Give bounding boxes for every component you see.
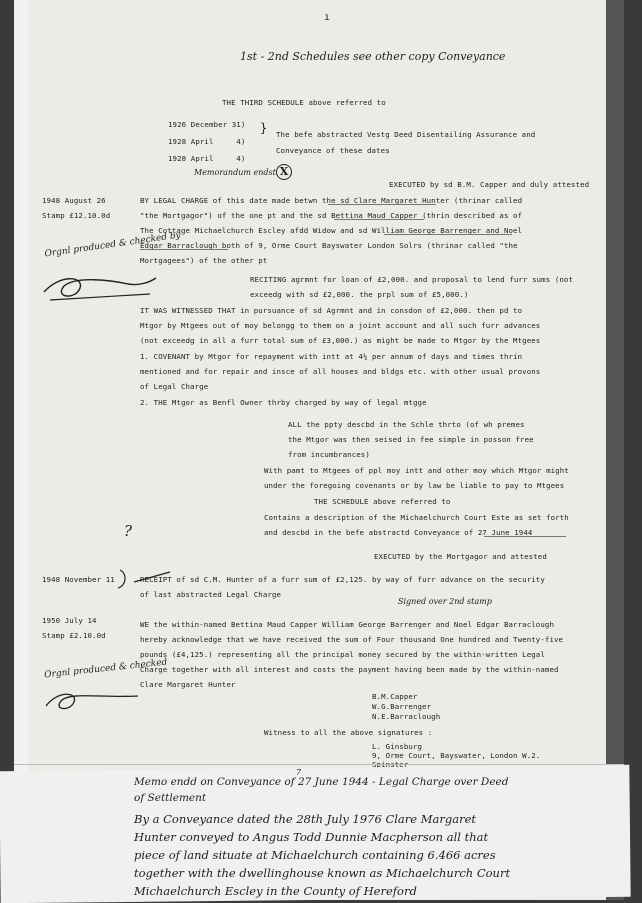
margin-handwritten-2: Orgnl produced & checked xyxy=(43,657,168,681)
handwritten-note-line: piece of land situate at Michaelchurch containing 6.466 acres xyxy=(134,848,496,862)
handwritten-note-line: By a Conveyance dated the 28th July 1976 Clare Margaret xyxy=(134,812,477,826)
date-row: 1926 December 31) xyxy=(168,120,246,129)
initials-scribble-1 xyxy=(40,270,158,304)
witness-line: Witness to all the above signatures : xyxy=(264,728,433,737)
page-left-edge xyxy=(14,0,28,900)
reciting-line-2: exceedg with sd £2,000. the prpl sum of £5,000.) xyxy=(250,290,469,299)
para-line: mentioned and for repair and insce of all houses and bldgs etc. with other usual provons xyxy=(140,367,541,376)
para-line: Mtgor by Mtgees out of moy belongg to them on a joint account and all such furr advances xyxy=(140,321,541,330)
margin-date-1948-aug: 1948 August 26 xyxy=(42,196,106,205)
dates-description-2: Conveyance of these dates xyxy=(276,146,390,155)
para-2-line: 2. THE Mtgor as Benfl Owner thrby charged by way of legal mtgge xyxy=(140,398,427,407)
para-line: "the Mortgagor") of the one pt and the sd Bettina Maud Capper (thrin described as of xyxy=(140,211,523,220)
signatory: W.G.Barrenger xyxy=(372,702,432,711)
para-line: ALL the ppty descbd in the Schle thrto (of wh premes xyxy=(288,420,525,429)
with-line-1: With pamt to Mtgees of ppl moy intt and other moy which Mtgor might xyxy=(264,466,569,475)
contains-line-1: Contains a description of the Michaelchurch Court Este as set forth xyxy=(264,513,569,522)
date-row: 1928 April 4) xyxy=(168,154,246,163)
signed-stamp-note: Signed over 2nd stamp xyxy=(398,597,492,606)
handwritten-note-line: Memo endd on Conveyance of 27 June 1944 - Legal Charge over Deed xyxy=(134,776,509,788)
margin-date-1950: 1950 July 14 xyxy=(42,616,97,625)
para-line: 1. COVENANT by Mtgor for repayment with intt at 4½ per annum of days and times thrin xyxy=(140,352,523,361)
para-line: (not exceedg in all a furr total sum of £3,000.) as might be made to Mtgor by the Mtgees xyxy=(140,336,541,345)
para-line: Mortgagees") of the other pt xyxy=(140,256,268,265)
handwritten-note-line: Michaelchurch Escley in the County of Hereford xyxy=(134,884,417,898)
memo-circle-mark: X xyxy=(276,164,292,180)
date-row: 1928 April 4) xyxy=(168,137,246,146)
para-line: IT WAS WITNESSED THAT in pursuance of sd Agrmnt and in consdon of £2,000. then pd to xyxy=(140,306,523,315)
para-line: of Legal Charge xyxy=(140,382,209,391)
para-line: WE the within-named Bettina Maud Capper William George Barrenger and Noel Edgar Barraclough xyxy=(140,620,555,629)
witness-address: 9, Orme Court, Bayswater, London W.2. xyxy=(372,751,541,760)
with-line-2: under the foregoing covenants or by law be liable to pay to Mtgees xyxy=(264,481,565,490)
schedule-line: THE SCHEDULE above referred to xyxy=(314,497,451,506)
para-line: The Cottage Michaelchurch Escley afdd Widow and sd William George Barrenger and Noel xyxy=(140,226,523,235)
witness-name: L. Ginsburg xyxy=(372,742,423,751)
signatory: N.E.Barraclough xyxy=(372,712,441,721)
dates-description-1: The befe abstracted Vestg Deed Disentailing Assurance and xyxy=(276,130,536,139)
page-mark: 7 xyxy=(296,768,302,777)
underline xyxy=(384,234,512,235)
initials-scribble-2 xyxy=(42,686,142,714)
para-line: hereby acknowledge that we have received the sum of Four thousand One hundred and Twenty-five xyxy=(140,635,564,644)
para-line: BY LEGAL CHARGE of this date made betwn the sd Clare Margaret Hunter (thrinar called xyxy=(140,196,523,205)
underline xyxy=(328,204,436,205)
underline xyxy=(334,219,424,220)
para-line: from incumbrances) xyxy=(288,450,370,459)
memo-margin-note: Memorandum endst xyxy=(194,168,276,177)
page-mark-top: ı xyxy=(324,12,331,23)
margin-handwritten-1: Orgnl produced & checked by xyxy=(43,230,182,260)
underline xyxy=(484,536,566,537)
reciting-line-1: RECITING agrmnt for loan of £2,000. and proposal to lend furr sums (not xyxy=(250,275,574,284)
para-line: Edgar Barraclough both of 9, Orme Court Bayswater London Solrs (thrinar called "the xyxy=(140,241,518,250)
margin-stamp-1950: Stamp £2.10.0d xyxy=(42,631,106,640)
para-line: Clare Margaret Hunter xyxy=(140,680,236,689)
handwritten-note-line: of Settlement xyxy=(134,792,207,804)
executed-line-2: EXECUTED by the Mortgagor and attested xyxy=(374,552,547,561)
para-line: Charge together with all interest and costs the payment having been made by the within-named xyxy=(140,665,559,674)
margin-stamp-1948: Stamp £12.10.0d xyxy=(42,211,111,220)
signatory: B.M.Capper xyxy=(372,692,418,701)
margin-date-1948-nov: 1948 November 11 xyxy=(42,575,115,584)
third-schedule-heading: THE THIRD SCHEDULE above referred to xyxy=(222,98,386,107)
para-line: pounds (£4,125.) representing all the principal money secured by the within-written Legal xyxy=(140,650,545,659)
para-line: the Mtgor was then seised in fee simple in posson free xyxy=(288,435,534,444)
document-page xyxy=(14,0,624,900)
brace: } xyxy=(260,121,268,135)
handwritten-note-line: together with the dwellinghouse known as Michaelchurch Court xyxy=(134,866,511,880)
executed-line-1: EXECUTED by sd B.M. Capper and duly attested xyxy=(389,180,590,189)
question-mark-note: ? xyxy=(124,522,133,540)
handwritten-note-line: Hunter conveyed to Angus Todd Dunnie Macpherson all that xyxy=(134,830,489,844)
underline xyxy=(140,249,228,250)
contains-line-2: and descbd in the befe abstractd Conveyance of 27 June 1944 xyxy=(264,528,533,537)
receipt-line-2: of last abstracted Legal Charge xyxy=(140,590,282,599)
top-handwritten-note: 1st - 2nd Schedules see other copy Conveyance xyxy=(240,50,506,63)
receipt-line-1: RECEIPT of sd C.M. Hunter of a furr sum of £2,125. by way of furr advance on the security xyxy=(140,575,545,584)
